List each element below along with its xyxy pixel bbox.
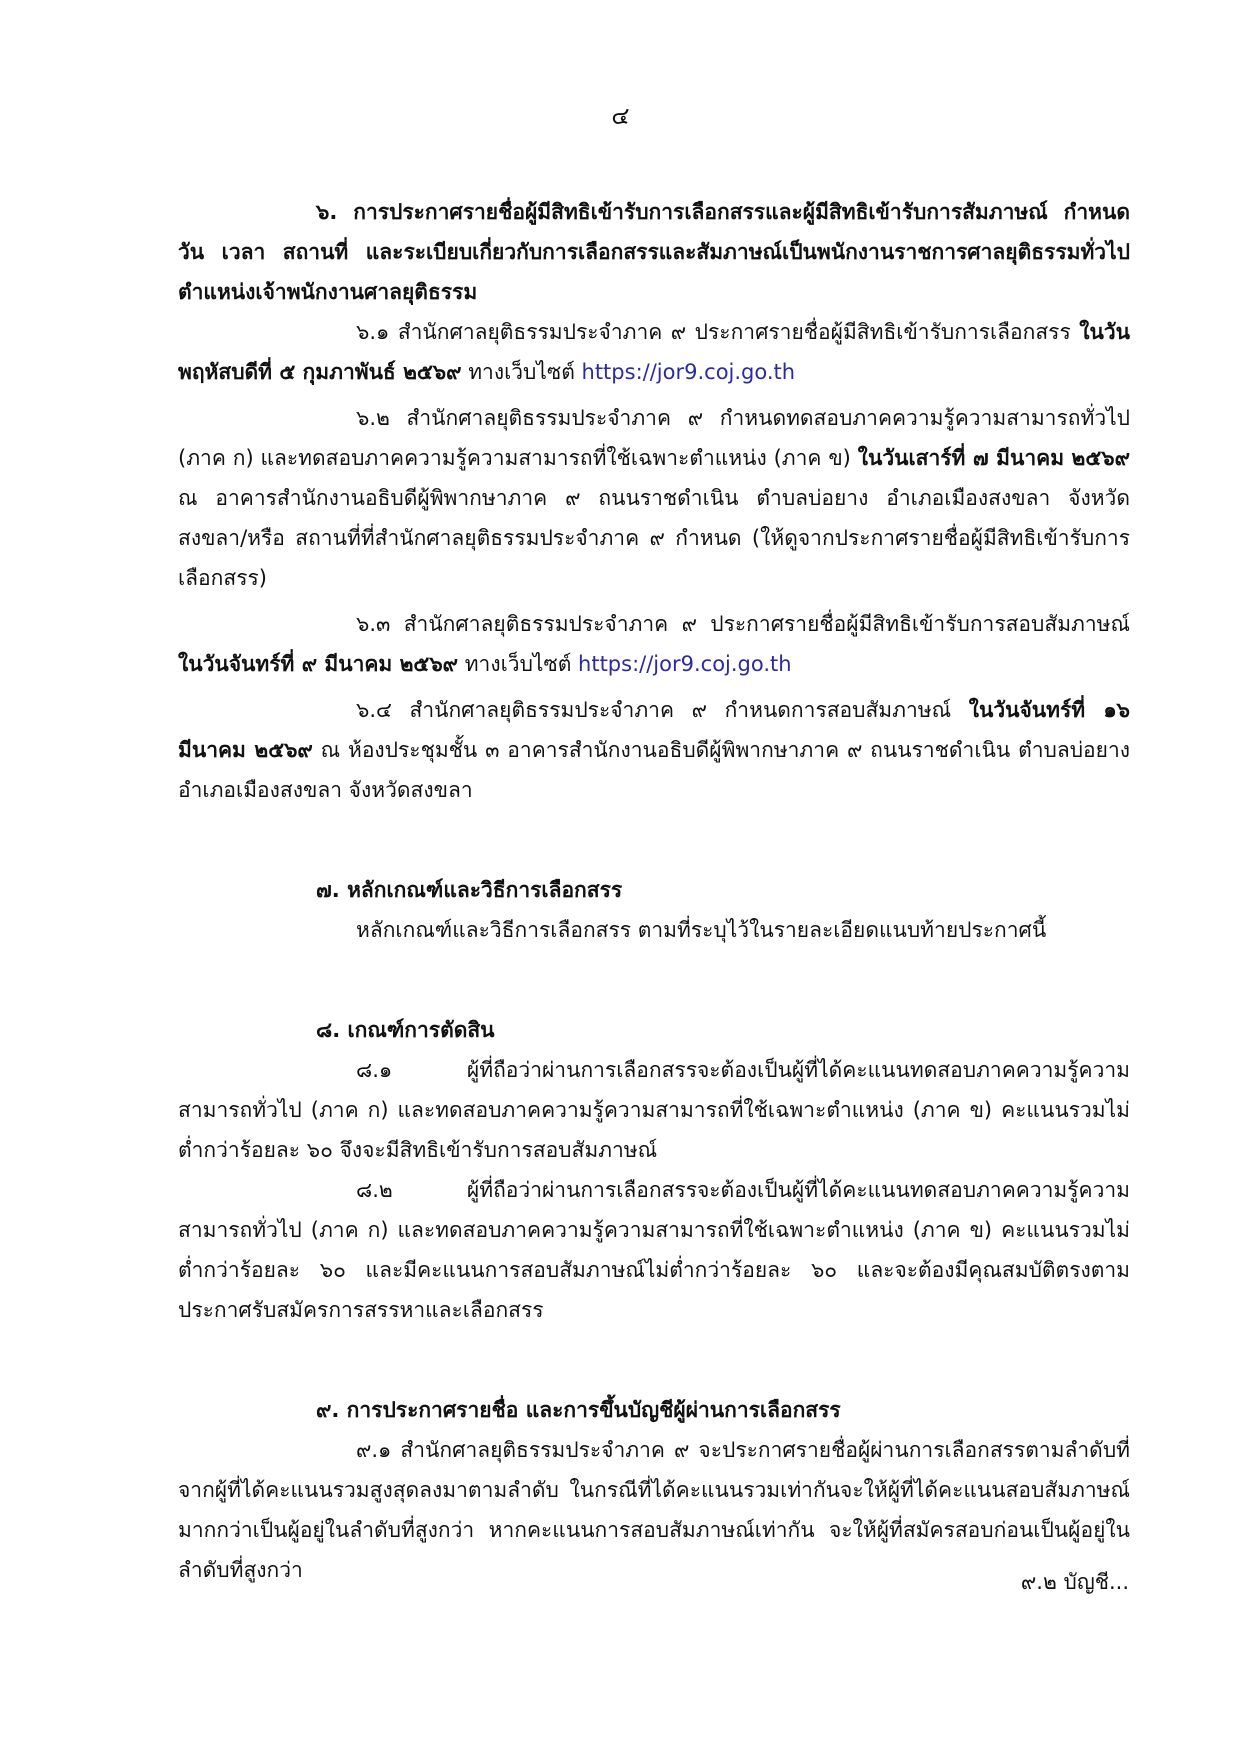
section-7-heading: ๗. หลักเกณฑ์และวิธีการเลือกสรร bbox=[316, 878, 623, 902]
section-6-4: ๖.๔ สำนักศาลยุติธรรมประจำภาค ๙ กำหนดการสอบสัมภาษณ์ ในวันจันทร์ที่ ๑๖ มีนาคม ๒๕๖๙ ณ ห้องประชุมชั้น ๓ อาคารสำนักงานอธิบดีผู้พิพากษาภาค ๙ ถนนราชดำเนิน ตำบลบ่อยาง อำเภอเมืองสงขลา จังหวัดสงขลา bbox=[178, 698, 1131, 802]
page-number: ๔ bbox=[611, 102, 630, 130]
website-link[interactable]: https://jor9.coj.go.th bbox=[581, 360, 796, 384]
section-6-heading: ๖. การประกาศรายชื่อผู้มีสิทธิเข้ารับการเลือกสรรและผู้มีสิทธิเข้ารับการสัมภาษณ์ กำหนดวัน เวลา สถานที่ และระเบียบเกี่ยวกับการเลือกสรรและสัมภาษณ์เป็นพนักงานราชการศาลยุติธรรมทั่วไป ตำแหน่งเจ้าพนักงานศาลยุติธรรม bbox=[178, 200, 1130, 304]
section-7-text: หลักเกณฑ์และวิธีการเลือกสรร ตามที่ระบุไว้ในรายละเอียดแนบท้ายประกาศนี้ bbox=[356, 918, 1047, 942]
section-6-1: ๖.๑ สำนักศาลยุติธรรมประจำภาค ๙ ประกาศรายชื่อผู้มีสิทธิเข้ารับการเลือกสรร ในวันพฤหัสบดีที่ ๕ กุมภาพันธ์ ๒๕๖๙ ทางเว็บไซต์ https://jor9.coj.go.th bbox=[178, 320, 1130, 384]
section-8-1: ๘.๑ ผู้ที่ถือว่าผ่านการเลือกสรรจะต้องเป็นผู้ที่ได้คะแนนทดสอบภาคความรู้ความสามารถทั่วไป (ภาค ก) และทดสอบภาคความรู้ความสามารถที่ใช้เฉพาะตำแหน่ง (ภาค ข) คะแนนรวมไม่ต่ำกว่าร้อยละ ๖๐ จึงจะมีสิทธิเข้ารับการสอบสัมภาษณ์ bbox=[178, 1058, 1130, 1162]
section-6-3: ๖.๓ สำนักศาลยุติธรรมประจำภาค ๙ ประกาศรายชื่อผู้มีสิทธิเข้ารับการสอบสัมภาษณ์ ในวันจันทร์ที่ ๙ มีนาคม ๒๕๖๙ ทางเว็บไซต์ https://jor9.coj.go.th bbox=[178, 612, 1130, 676]
document-body bbox=[178, 192, 1130, 1590]
continuation-footer: ๙.๒ บัญชี... bbox=[1020, 1570, 1129, 1594]
section-8-2: ๘.๒ ผู้ที่ถือว่าผ่านการเลือกสรรจะต้องเป็นผู้ที่ได้คะแนนทดสอบภาคความรู้ความสามารถทั่วไป (ภาค ก) และทดสอบภาคความรู้ความสามารถที่ใช้เฉพาะตำแหน่ง (ภาค ข) คะแนนรวมไม่ต่ำกว่าร้อยละ ๖๐ และมีคะแนนการสอบสัมภาษณ์ไม่ต่ำกว่าร้อยละ ๖๐ และจะต้องมีคุณสมบัติตรงตามประกาศรับสมัครการสรรหาและเลือกสรร bbox=[178, 1178, 1130, 1322]
website-link[interactable]: https://jor9.coj.go.th bbox=[578, 652, 792, 676]
section-6-2: ๖.๒ สำนักศาลยุติธรรมประจำภาค ๙ กำหนดทดสอบภาคความรู้ความสามารถทั่วไป (ภาค ก) และทดสอบภาคความรู้ความสามารถที่ใช้เฉพาะตำแหน่ง (ภาค ข) ในวันเสาร์ที่ ๗ มีนาคม ๒๕๖๙ ณ อาคารสำนักงานอธิบดีผู้พิพากษาภาค ๙ ถนนราชดำเนิน ตำบลบ่อยาง อำเภอเมืองสงขลา จังหวัดสงขลา/หรือ สถานที่ที่สำนักศาลยุติธรรมประจำภาค ๙ กำหนด (ให้ดูจากประกาศรายชื่อผู้มีสิทธิเข้ารับการเลือกสรร) bbox=[178, 406, 1130, 590]
section-9-heading: ๙. การประกาศรายชื่อ และการขึ้นบัญชีผู้ผ่านการเลือกสรร bbox=[316, 1398, 841, 1422]
section-9-1: ๙.๑ สำนักศาลยุติธรรมประจำภาค ๙ จะประกาศรายชื่อผู้ผ่านการเลือกสรรตามลำดับที่จากผู้ที่ได้คะแนนรวมสูงสุดลงมาตามลำดับ ในกรณีที่ได้คะแนนรวมเท่ากันจะให้ผู้ที่ได้คะแนนสอบสัมภาษณ์มากกว่าเป็นผู้อยู่ในลำดับที่สูงกว่า หากคะแนนการสอบสัมภาษณ์เท่ากัน จะให้ผู้ที่สมัครสอบก่อนเป็นผู้อยู่ในลำดับที่สูงกว่า bbox=[178, 1438, 1130, 1582]
section-8-heading: ๘. เกณฑ์การตัดสิน bbox=[316, 1018, 495, 1042]
